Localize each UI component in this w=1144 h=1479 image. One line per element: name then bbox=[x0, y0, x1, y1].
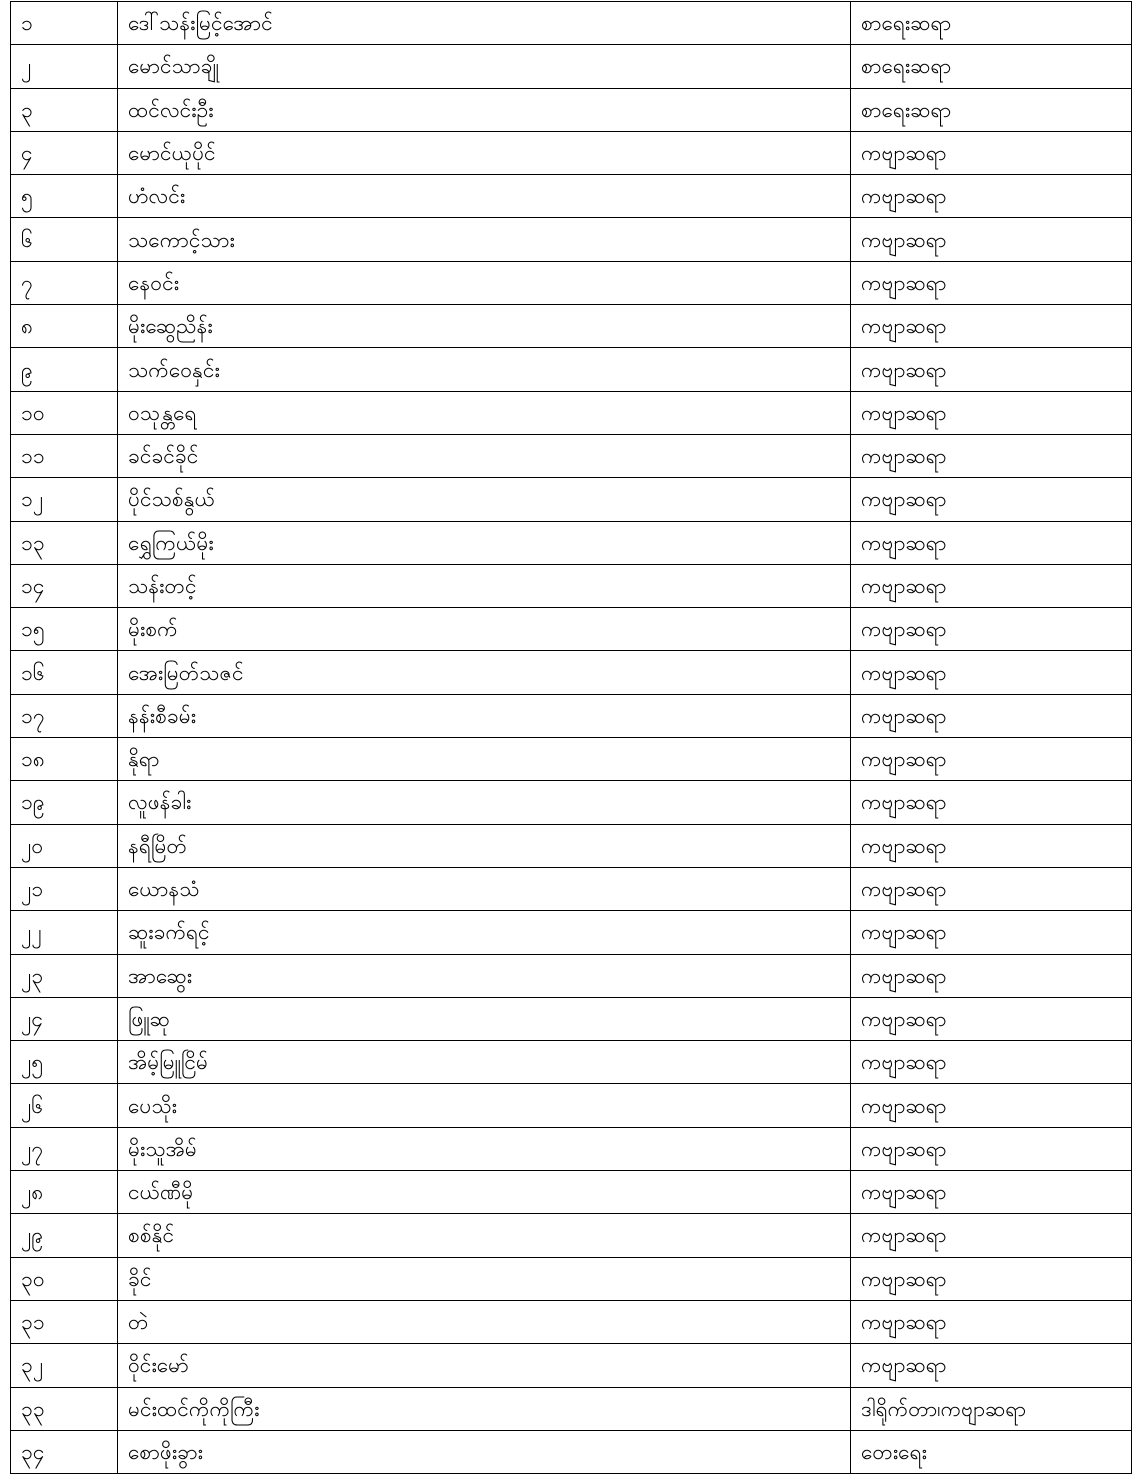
table-row bbox=[11, 521, 1132, 564]
row-number-cell: ၈ bbox=[11, 305, 118, 348]
row-number-cell: ၃၄ bbox=[11, 1430, 118, 1473]
table-row bbox=[11, 911, 1132, 954]
person-role-cell: ကဗျာဆရာ bbox=[851, 1344, 1132, 1387]
row-number-cell: ၁၄ bbox=[11, 564, 118, 607]
person-name-cell: ဖြူဆု bbox=[118, 997, 851, 1040]
person-role-cell: ကဗျာဆရာ bbox=[851, 305, 1132, 348]
row-number-cell: ၅ bbox=[11, 175, 118, 218]
roster-table bbox=[10, 1, 1132, 1474]
table-row bbox=[11, 478, 1132, 521]
table-row bbox=[11, 738, 1132, 781]
row-number-cell: ၃၁ bbox=[11, 1300, 118, 1343]
person-role-cell: ကဗျာဆရာ bbox=[851, 997, 1132, 1040]
table-row bbox=[11, 651, 1132, 694]
table-row bbox=[11, 175, 1132, 218]
person-name-cell: ထင်လင်းဦး bbox=[118, 88, 851, 131]
table-row bbox=[11, 1257, 1132, 1300]
person-role-cell: ကဗျာဆရာ bbox=[851, 911, 1132, 954]
row-number-cell: ၂၈ bbox=[11, 1171, 118, 1214]
person-role-cell: စာရေးဆရာ bbox=[851, 88, 1132, 131]
person-name-cell: ပေသိုး bbox=[118, 1084, 851, 1127]
person-name-cell: နိုရာ bbox=[118, 738, 851, 781]
person-name-cell: စစ်နိုင် bbox=[118, 1214, 851, 1257]
person-name-cell: ယောနသံ bbox=[118, 867, 851, 910]
person-name-cell: မင်းထင်ကိုကိုကြီး bbox=[118, 1387, 851, 1430]
row-number-cell: ၁၀ bbox=[11, 391, 118, 434]
row-number-cell: ၁၈ bbox=[11, 738, 118, 781]
row-number-cell: ၂၇ bbox=[11, 1127, 118, 1170]
table-row bbox=[11, 1127, 1132, 1170]
table-row bbox=[11, 391, 1132, 434]
person-name-cell: ပိုင်သစ်နွယ် bbox=[118, 478, 851, 521]
person-role-cell: ကဗျာဆရာ bbox=[851, 1041, 1132, 1084]
person-name-cell: ရွှေကြယ်မိုး bbox=[118, 521, 851, 564]
person-role-cell: ကဗျာဆရာ bbox=[851, 564, 1132, 607]
person-role-cell: ကဗျာဆရာ bbox=[851, 738, 1132, 781]
person-name-cell: ဝသုန္တရေ bbox=[118, 391, 851, 434]
row-number-cell: ၁၃ bbox=[11, 521, 118, 564]
person-name-cell: ဆူးခက်ရင့် bbox=[118, 911, 851, 954]
person-role-cell: ကဗျာဆရာ bbox=[851, 651, 1132, 694]
table-row bbox=[11, 1430, 1132, 1473]
table-row bbox=[11, 997, 1132, 1040]
row-number-cell: ၁၅ bbox=[11, 608, 118, 651]
person-role-cell: ကဗျာဆရာ bbox=[851, 1300, 1132, 1343]
person-role-cell: ကဗျာဆရာ bbox=[851, 1127, 1132, 1170]
row-number-cell: ၁၂ bbox=[11, 478, 118, 521]
person-role-cell: ကဗျာဆရာ bbox=[851, 1171, 1132, 1214]
table-row bbox=[11, 131, 1132, 174]
row-number-cell: ၃ bbox=[11, 88, 118, 131]
row-number-cell: ၁၆ bbox=[11, 651, 118, 694]
person-role-cell: ကဗျာဆရာ bbox=[851, 867, 1132, 910]
row-number-cell: ၂၃ bbox=[11, 954, 118, 997]
person-name-cell: နေဝင်း bbox=[118, 261, 851, 304]
person-name-cell: မိုးသူအိမ် bbox=[118, 1127, 851, 1170]
person-name-cell: မိုးဆွေညိန်း bbox=[118, 305, 851, 348]
table-row bbox=[11, 45, 1132, 88]
table-row bbox=[11, 1214, 1132, 1257]
table-row bbox=[11, 1041, 1132, 1084]
person-name-cell: အေးမြတ်သဇင် bbox=[118, 651, 851, 694]
row-number-cell: ၁၁ bbox=[11, 434, 118, 477]
person-role-cell: ဒါရိုက်တာ၊ကဗျာဆရာ bbox=[851, 1387, 1132, 1430]
person-name-cell: နရီမြိတ် bbox=[118, 824, 851, 867]
table-row bbox=[11, 867, 1132, 910]
table-row bbox=[11, 1300, 1132, 1343]
person-role-cell: ကဗျာဆရာ bbox=[851, 478, 1132, 521]
row-number-cell: ၄ bbox=[11, 131, 118, 174]
table-row bbox=[11, 564, 1132, 607]
table-row bbox=[11, 218, 1132, 261]
table-row bbox=[11, 608, 1132, 651]
table-row bbox=[11, 1387, 1132, 1430]
row-number-cell: ၂၄ bbox=[11, 997, 118, 1040]
person-role-cell: ကဗျာဆရာ bbox=[851, 1084, 1132, 1127]
person-name-cell: ငယ်ဏီမို bbox=[118, 1171, 851, 1214]
table-row bbox=[11, 1171, 1132, 1214]
person-role-cell: တေးရေး bbox=[851, 1430, 1132, 1473]
table-row bbox=[11, 434, 1132, 477]
person-role-cell: စာရေးဆရာ bbox=[851, 2, 1132, 45]
person-name-cell: သကောင့်သား bbox=[118, 218, 851, 261]
person-name-cell: ဒေါ်သန်းမြင့်အောင် bbox=[118, 2, 851, 45]
roster-table-body bbox=[11, 2, 1132, 1474]
person-role-cell: ကဗျာဆရာ bbox=[851, 348, 1132, 391]
person-role-cell: ကဗျာဆရာ bbox=[851, 781, 1132, 824]
table-row bbox=[11, 824, 1132, 867]
person-role-cell: ကဗျာဆရာ bbox=[851, 391, 1132, 434]
table-row bbox=[11, 694, 1132, 737]
person-name-cell: သန်းတင့် bbox=[118, 564, 851, 607]
person-role-cell: စာရေးဆရာ bbox=[851, 45, 1132, 88]
person-name-cell: မိုးစက် bbox=[118, 608, 851, 651]
table-row bbox=[11, 88, 1132, 131]
person-role-cell: ကဗျာဆရာ bbox=[851, 1214, 1132, 1257]
person-role-cell: ကဗျာဆရာ bbox=[851, 175, 1132, 218]
person-name-cell: သက်ဝေနှင်း bbox=[118, 348, 851, 391]
table-row bbox=[11, 1344, 1132, 1387]
row-number-cell: ၁၇ bbox=[11, 694, 118, 737]
row-number-cell: ၂၆ bbox=[11, 1084, 118, 1127]
row-number-cell: ၂၀ bbox=[11, 824, 118, 867]
person-name-cell: အိမ့်မြူငြိမ် bbox=[118, 1041, 851, 1084]
person-name-cell: လူဖန်ခါး bbox=[118, 781, 851, 824]
table-row bbox=[11, 261, 1132, 304]
row-number-cell: ၁၉ bbox=[11, 781, 118, 824]
person-role-cell: ကဗျာဆရာ bbox=[851, 608, 1132, 651]
person-name-cell: မောင်သာချို bbox=[118, 45, 851, 88]
person-name-cell: တဲ bbox=[118, 1300, 851, 1343]
row-number-cell: ၂ bbox=[11, 45, 118, 88]
table-row bbox=[11, 2, 1132, 45]
table-row bbox=[11, 954, 1132, 997]
table-row bbox=[11, 1084, 1132, 1127]
row-number-cell: ၂၁ bbox=[11, 867, 118, 910]
person-role-cell: ကဗျာဆရာ bbox=[851, 434, 1132, 477]
table-row bbox=[11, 348, 1132, 391]
row-number-cell: ၃၃ bbox=[11, 1387, 118, 1430]
person-name-cell: ခိုင် bbox=[118, 1257, 851, 1300]
table-row bbox=[11, 781, 1132, 824]
person-name-cell: အာဆွေး bbox=[118, 954, 851, 997]
person-role-cell: ကဗျာဆရာ bbox=[851, 261, 1132, 304]
person-name-cell: ခင်ခင်ခိုင် bbox=[118, 434, 851, 477]
table-row bbox=[11, 305, 1132, 348]
person-role-cell: ကဗျာဆရာ bbox=[851, 1257, 1132, 1300]
person-role-cell: ကဗျာဆရာ bbox=[851, 824, 1132, 867]
row-number-cell: ၂၉ bbox=[11, 1214, 118, 1257]
person-role-cell: ကဗျာဆရာ bbox=[851, 521, 1132, 564]
row-number-cell: ၂၅ bbox=[11, 1041, 118, 1084]
person-role-cell: ကဗျာဆရာ bbox=[851, 218, 1132, 261]
row-number-cell: ၃၂ bbox=[11, 1344, 118, 1387]
person-name-cell: ဝိုင်းမော် bbox=[118, 1344, 851, 1387]
row-number-cell: ၆ bbox=[11, 218, 118, 261]
person-name-cell: နန်းစီခမ်း bbox=[118, 694, 851, 737]
person-name-cell: မောင်ယုပိုင် bbox=[118, 131, 851, 174]
person-name-cell: ဟံလင်း bbox=[118, 175, 851, 218]
row-number-cell: ၁ bbox=[11, 2, 118, 45]
row-number-cell: ၉ bbox=[11, 348, 118, 391]
row-number-cell: ၇ bbox=[11, 261, 118, 304]
row-number-cell: ၂၂ bbox=[11, 911, 118, 954]
person-role-cell: ကဗျာဆရာ bbox=[851, 694, 1132, 737]
person-role-cell: ကဗျာဆရာ bbox=[851, 131, 1132, 174]
person-role-cell: ကဗျာဆရာ bbox=[851, 954, 1132, 997]
row-number-cell: ၃၀ bbox=[11, 1257, 118, 1300]
person-name-cell: စောဖိုးခွား bbox=[118, 1430, 851, 1473]
